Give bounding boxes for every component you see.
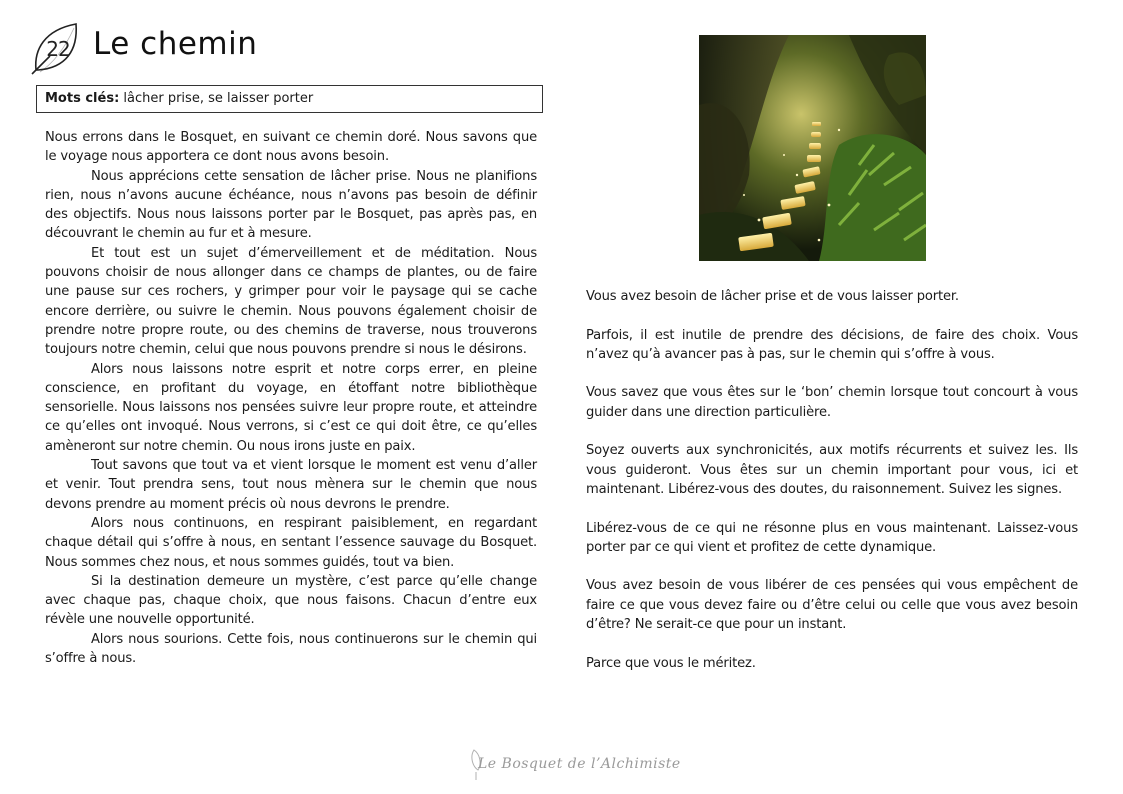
story-paragraph: Alors nous sourions. Cette fois, nous continuerons sur le chemin qui s’offre à nous. [45,631,537,667]
message-paragraph: Vous avez besoin de lâcher prise et de vous laisser porter. [586,289,959,304]
message-paragraph: Soyez ouverts aux synchronicités, aux motifs récurrents et suivez les. Ils vous guideront. Vous êtes sur un chemin important pour vous, ici et maintenant. Libérez-vous des doutes, du raisonnement. Suivez les signes. [586,443,1078,497]
message-paragraph: Vous avez besoin de vous libérer de ces pensées qui vous empêchent de faire ce que vous devez faire ou d’être celui ou celle que vous avez besoin d’être? Ne serait-ce que pour un instant. [586,578,1078,633]
story-text [45,128,537,668]
message-text [586,287,1078,692]
story-paragraph: Si la destination demeure un mystère, c’est parce qu’elle change avec chaque pas, chaque choix, que nous faisons. Chacun d’entre eux révèle une nouvelle opportunité. [45,573,537,628]
message-paragraph: Vous savez que vous êtes sur le ‘bon’ chemin lorsque tout concourt à vous guider dans une direction particulière. [586,385,1078,420]
footer-brand: Le Bosquet de l’Alchimiste [478,756,681,772]
story-paragraph: Nous apprécions cette sensation de lâcher prise. Nous ne planifions rien, nous n’avons aucune échéance, nous n’avons pas besoin de définir des objectifs. Nous nous laissons porter par le Bosquet, pas après pas, en découvrant le chemin au fur et à mesure. [45,168,537,242]
card-number: 22 [46,37,70,61]
keywords-box [36,85,543,113]
card-title: Le chemin [93,26,258,62]
story-paragraph: Tout savons que tout va et vient lorsque le moment est venu d’aller et venir. Tout prendra sens, tout nous mènera sur le chemin que nous devons prendre au moment précis où nous devrons le prendre. [45,458,537,512]
message-paragraph: Parce que vous le méritez. [586,655,756,671]
leaf-icon [30,20,82,76]
message-paragraph: Libérez-vous de ce qui ne résonne plus en vous maintenant. Laissez-vous porter par ce qui vient et profitez de cette dynamique. [586,520,1078,555]
keywords-value: lâcher prise, se laisser porter [119,91,314,106]
story-paragraph: Et tout est un sujet d’émerveillement et de méditation. Nous pouvons choisir de nous allonger dans ce champs de plantes, ou de faire une pause sur ces rochers, y grimper pour voir le paysage qui se cache encore derrière, ou suivre le chemin. Nous pouvons également choisir de prendre notre propre route, ou des chemins de traverse, nous trouverons toujours notre chemin, celui que nous pouvons prendre si nous le désirons. [45,245,537,358]
story-paragraph: Alors nous continuons, en respirant paisiblement, en regardant chaque détail qui s’offre à nous, en sentant l’essence sauvage du Bosquet. Nous sommes chez nous, et nous sommes guidés, tout va bien. [45,515,537,570]
keywords-label: Mots clés: [45,91,120,106]
card-header [30,20,550,80]
story-paragraph: Nous errons dans le Bosquet, en suivant ce chemin doré. Nous savons que le voyage nous apportera ce dont nous avons besoin. [45,130,537,165]
message-paragraph: Parfois, il est inutile de prendre des décisions, de faire des choix. Vous n’avez qu’à avancer pas à pas, sur le chemin qui s’offre à vous. [586,327,1078,362]
story-paragraph: Alors nous laissons notre esprit et notre corps errer, en pleine conscience, en profitant du voyage, en étoffant notre bibliothèque sensorielle. Nous laissons nos pensées suivre leur propre route, et atteindre ce qu’elles ont invoqué. Nous verrons, si c’est ce qui doit être, ce qu’elles amèneront sur notre chemin. Ou nous irons juste en paix. [45,361,537,454]
golden-path-illustration [699,35,926,261]
